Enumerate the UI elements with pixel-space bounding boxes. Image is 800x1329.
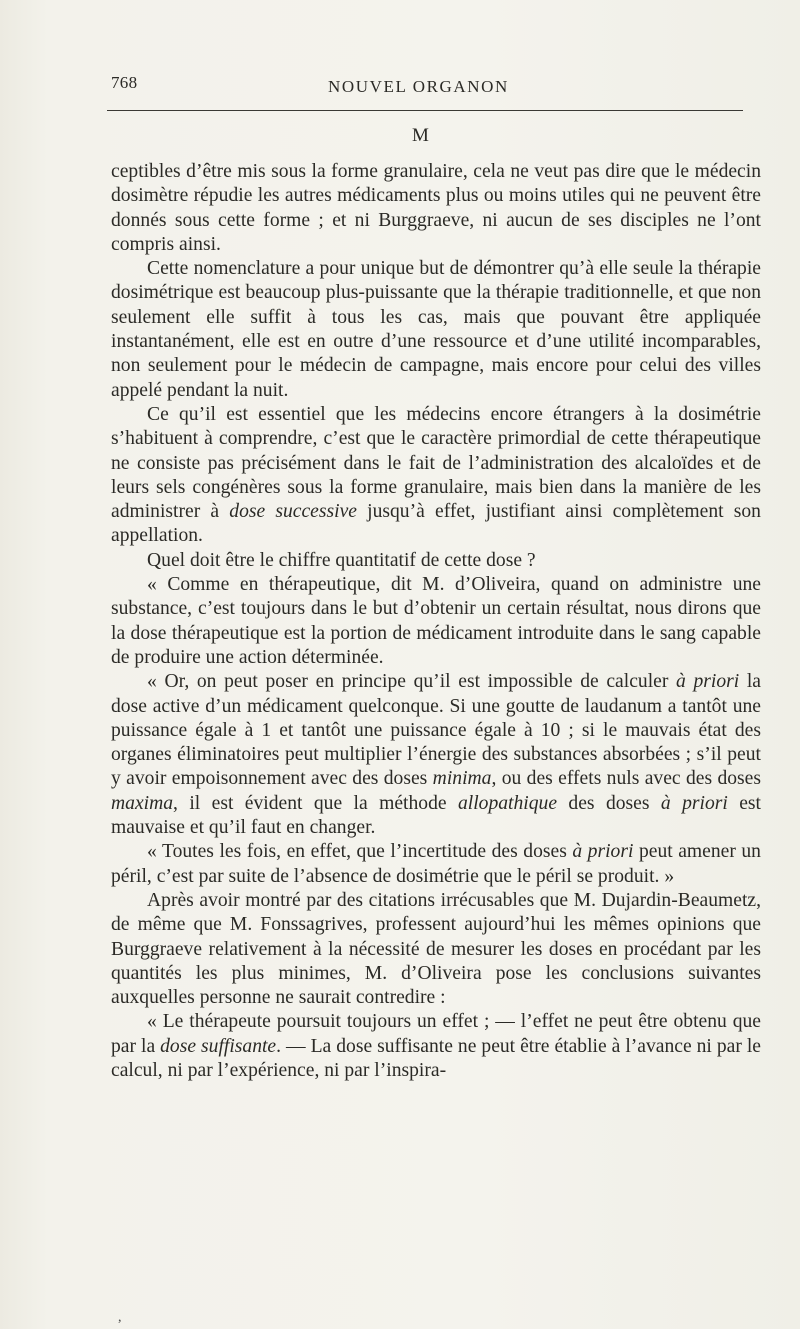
section-signature-mark: M xyxy=(412,125,429,146)
text-segment: « Comme en thérapeutique, dit M. d’Oliveira, quand on administre une substance, c’est toujours dans le but d’obtenir un certain résultat, nous dirons que la dose thérapeutique est la portion de médicament introduite dans le sang capable de produire une action déterminée. xyxy=(111,574,761,668)
text-segment: « Toutes les fois, en effet, que l’incertitude des doses xyxy=(147,841,573,863)
paragraph-p7 xyxy=(111,840,761,889)
page-number: 768 xyxy=(111,73,138,92)
italic-segment: à priori xyxy=(676,671,740,693)
text-segment: ceptibles d’être mis sous la forme granulaire, cela ne veut pas dire que le médecin dosimètre répudie les autres médicaments plus ou moins utiles qui ne peuvent être donnés sous cette forme ; et ni Burggraeve, ni aucun de ses disciples ne l’ont compris ainsi. xyxy=(111,161,761,255)
text-segment: « Le thérapeute poursuit toujours un effet ; — l’effet ne peut être obtenu que par la xyxy=(111,1011,761,1057)
italic-segment: maxima xyxy=(111,792,174,814)
text-segment: des doses xyxy=(557,792,661,814)
paragraph-p4 xyxy=(111,549,761,573)
text-segment: « Or, on peut poser en principe qu’il est impossible de calculer xyxy=(147,671,677,693)
paragraph-p2 xyxy=(111,257,761,403)
text-segment: , ou des effets nuls avec des doses xyxy=(491,768,761,790)
italic-segment: dose successive xyxy=(229,501,357,523)
text-segment: la dose active d’un médicament quelconque. Si une goutte de laudanum a tantôt une puissance égale à 1 et tantôt une puissance égale à 10 ; si le mauvais état des organes éliminatoires peut multiplier l’énergie des substances absorbées ; s’il peut y avoir empoisonnement avec des doses xyxy=(111,671,761,790)
italic-segment: allopathique xyxy=(457,792,558,814)
italic-segment: à priori xyxy=(660,792,728,814)
paragraph-p9 xyxy=(111,1010,761,1083)
text-segment: , il est évident que la méthode xyxy=(173,792,458,814)
running-head-title: NOUVEL ORGANON xyxy=(328,77,509,96)
paragraph-p6 xyxy=(111,670,761,840)
text-segment: Cette nomenclature a pour unique but de démontrer qu’à elle seule la thérapie dosimétrique est beaucoup plus-puissante que la thérapie traditionnelle, et que non seulement elle suffit à tous les cas, mais que pouvant être appliquée instantanément, elle est en outre d’une ressource et d’une utilité incomparables, non seulement pour le médecin de campagne, mais encore pour celui des villes appelé pendant la nuit. xyxy=(111,258,761,401)
italic-segment: minima xyxy=(432,768,492,790)
italic-segment: dose suffisante xyxy=(160,1035,277,1057)
paragraph-p1 xyxy=(111,160,761,257)
body-text xyxy=(111,160,761,1083)
text-segment: Après avoir montré par des citations irrécusables que M. Dujardin-Beaumetz, de même que M. Fonssagrives, professent aujourd’hui les mêmes opinions que Burggraeve relativement à la nécessité de mesurer les doses en procédant par les quantités les plus minimes, M. d’Oliveira pose les conclusions suivantes auxquelles personne ne saurait contredire : xyxy=(111,889,761,1009)
text-segment: . — La dose suffisante ne peut être établie à l’avance ni par le calcul, ni par l’expérience, ni par l’inspira- xyxy=(111,1035,761,1081)
text-segment: Ce qu’il est essentiel que les médecins encore étrangers à la dosimétrie s’habituent à comprendre, c’est que le caractère primordial de cette thérapeutique ne consiste pas précisément dans le fait de l’administration des alcaloïdes et de leurs sels congénères sous la forme granulaire, mais bien dans la manière de les administrer à xyxy=(111,403,761,523)
text-segment: jusqu’à effet, justifiant ainsi complètement son appellation. xyxy=(111,501,761,547)
header-rule xyxy=(107,110,743,111)
paragraph-p5 xyxy=(111,573,761,670)
paragraph-p3 xyxy=(111,403,761,549)
italic-segment: à priori xyxy=(572,841,634,863)
paragraph-p8 xyxy=(111,889,761,1010)
text-segment: peut amener un péril, c’est par suite de l’absence de dosimétrie que le péril se produit. » xyxy=(111,841,761,887)
text-segment: Quel doit être le chiffre quantitatif de cette dose ? xyxy=(147,549,536,571)
text-segment: est mauvaise et qu’il faut en changer. xyxy=(111,792,761,839)
stray-print-mark: , xyxy=(118,1310,122,1325)
